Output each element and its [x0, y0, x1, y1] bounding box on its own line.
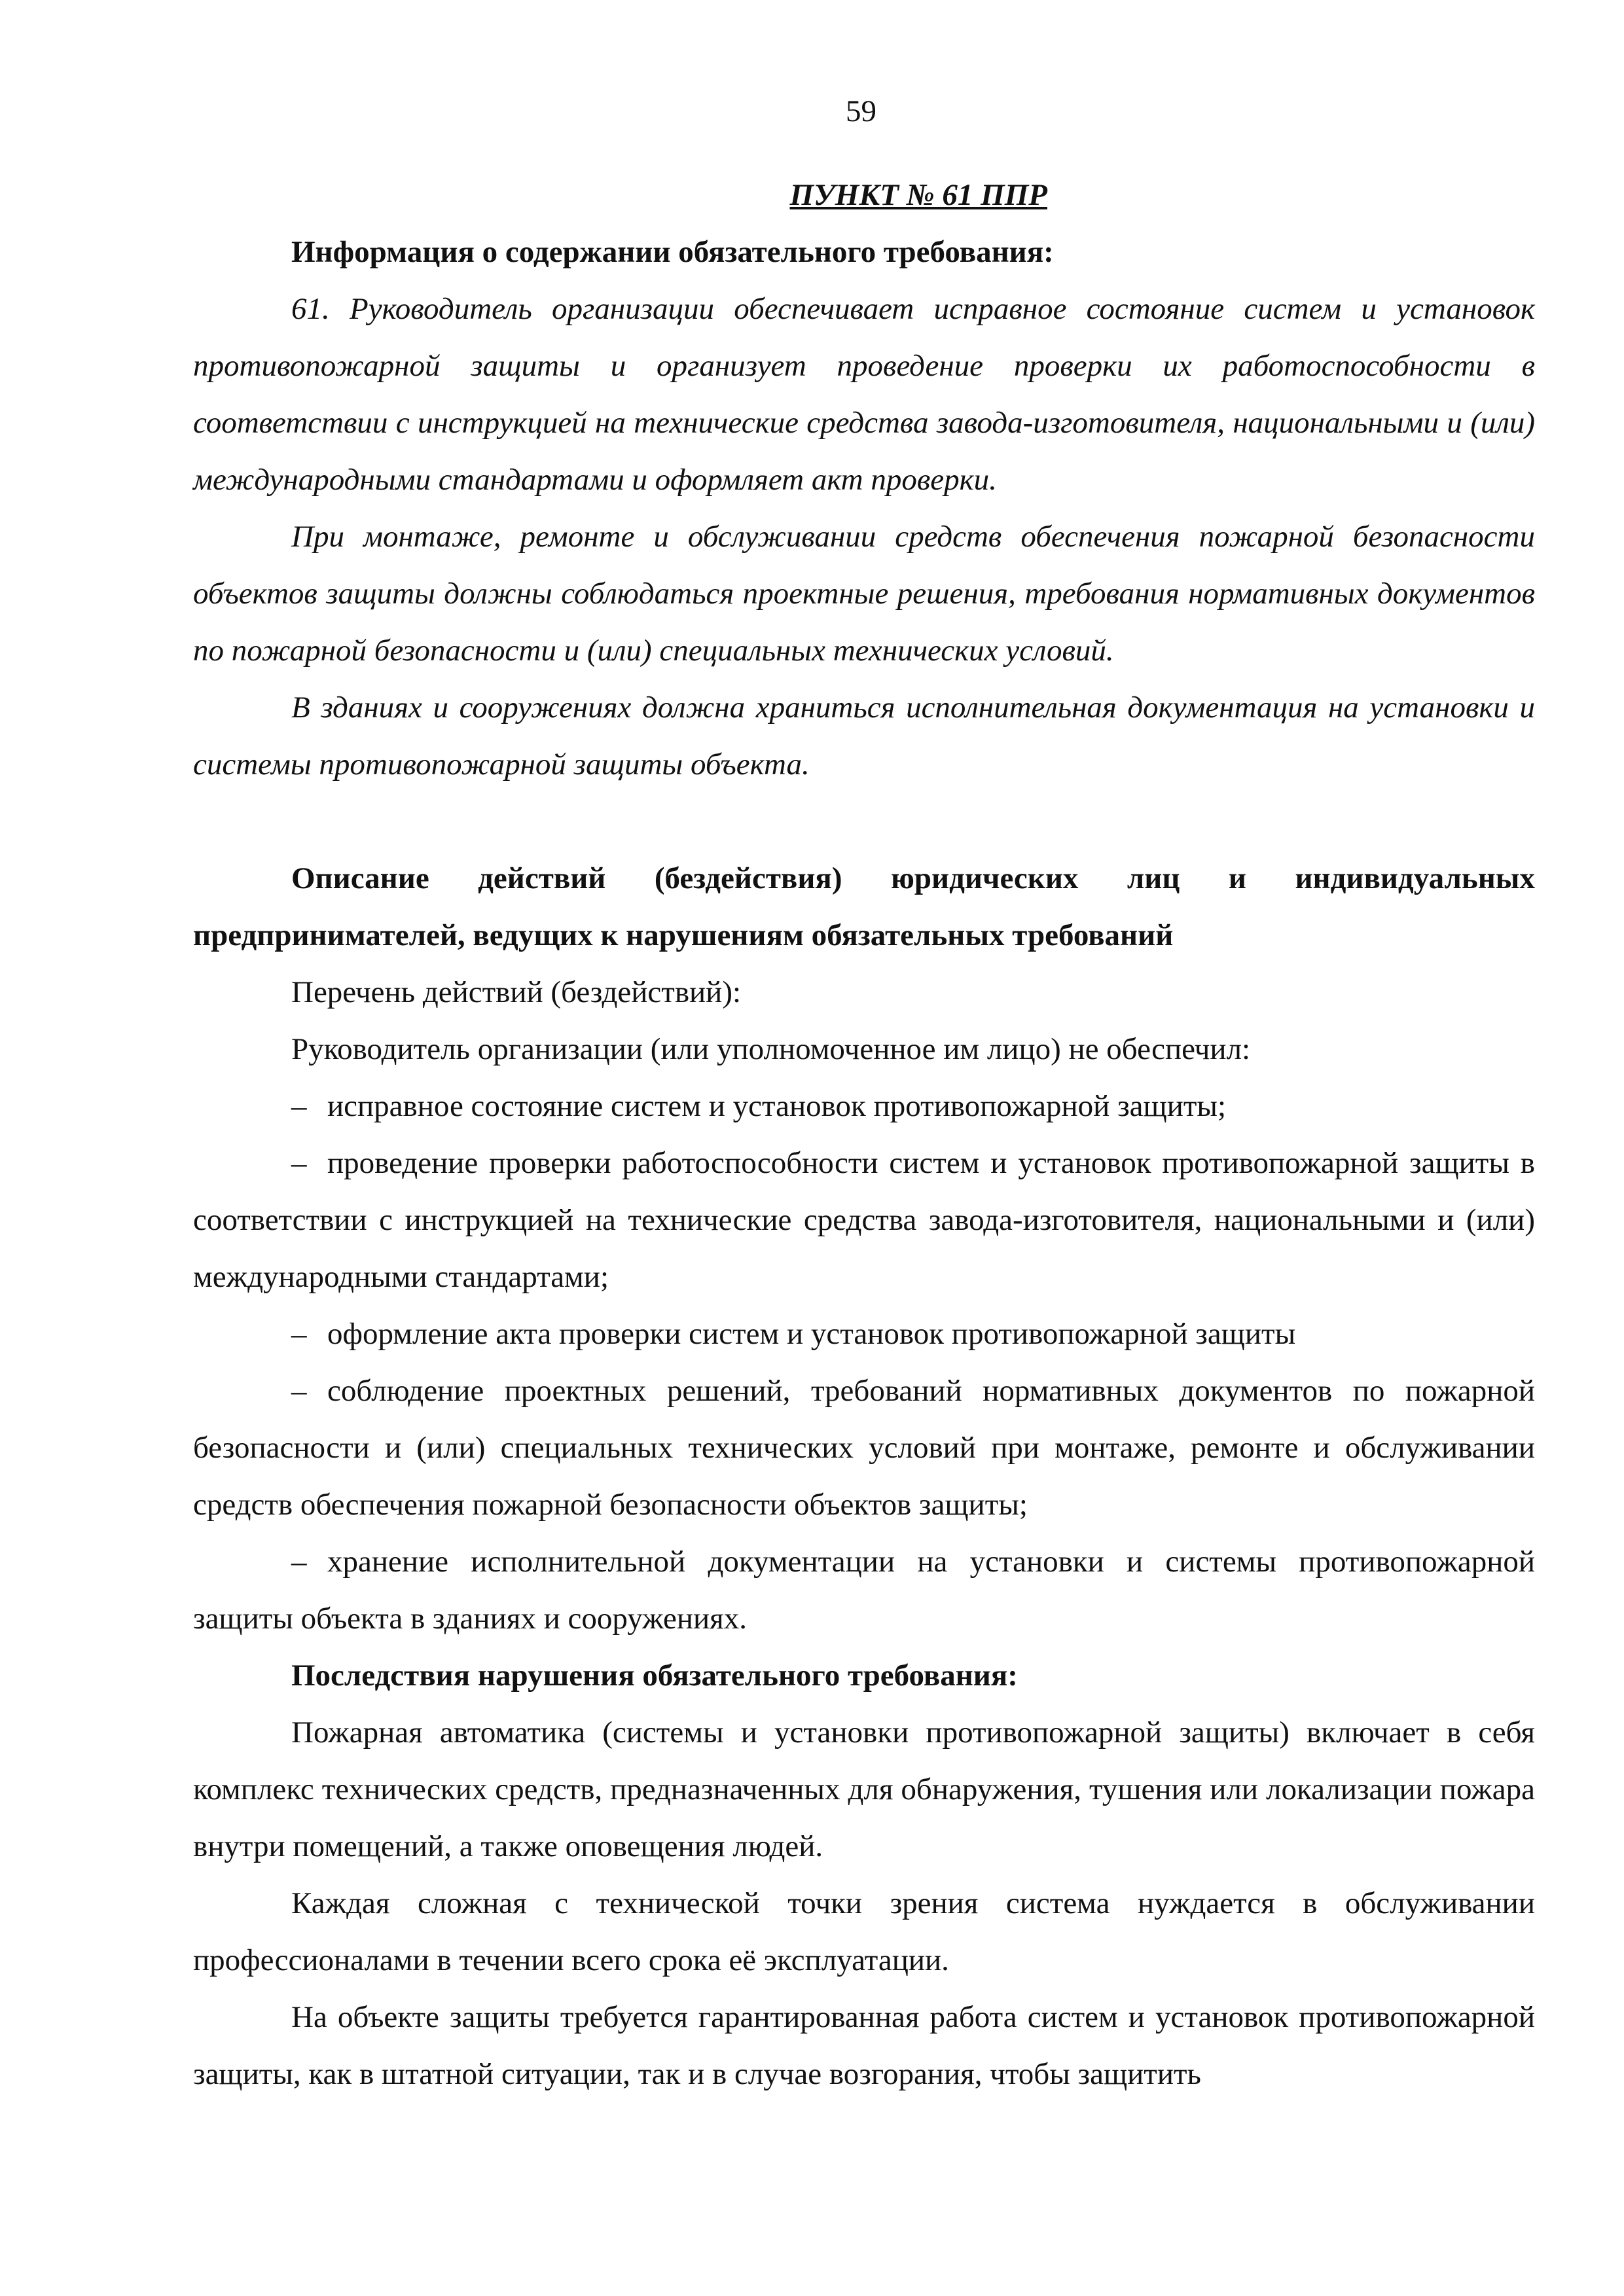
actions-intro: Руководитель организации (или уполномоченное им лицо) не обеспечил: [291, 1032, 1251, 1066]
list-item [193, 1078, 1535, 1135]
list-item [193, 1135, 1535, 1306]
list-item-text: проведение проверки работоспособности систем и установок противопожарной защиты в соответствии с инструкцией на технические средства завода-изготовителя, национальными и (или) международными стандартами; [193, 1146, 1535, 1294]
list-item-text: хранение исполнительной документации на установки и системы противопожарной защиты объекта в зданиях и сооружениях. [193, 1545, 1535, 1636]
page-number: 59 [846, 94, 876, 128]
consequences-paragraph: На объекте защиты требуется гарантированная работа систем и установок противопожарной защиты, как в штатной ситуации, так и в случае возгорания, чтобы защитить [193, 2000, 1535, 2091]
requirement-paragraph: 61. Руководитель организации обеспечивает исправное состояние систем и установок противопожарной защиты и организует проведение проверки их работоспособности в соответствии с инструкцией на технические средства завода-изготовителя, национальными и (или) международными стандартами и оформляет акт проверки. [193, 292, 1535, 497]
actions-list-title: Перечень действий (бездействий): [291, 975, 742, 1009]
list-item [193, 1534, 1535, 1647]
dash-marker: – [291, 1089, 307, 1123]
list-item-text: исправное состояние систем и установок противопожарной защиты; [327, 1089, 1227, 1123]
list-item [193, 1306, 1535, 1363]
dash-marker: – [291, 1146, 307, 1180]
list-item-text: соблюдение проектных решений, требований нормативных документов по пожарной безопасности и (или) специальных технических условий при монтаже, ремонте и обслуживании средств обеспечения пожарной безопасности объектов защиты; [193, 1374, 1535, 1522]
requirement-paragraph: При монтаже, ремонте и обслуживании средств обеспечения пожарной безопасности объектов защиты должны соблюдаться проектные решения, требования нормативных документов по пожарной безопасности и (или) специальных технических условий. [193, 520, 1535, 668]
list-item-text: оформление акта проверки систем и установок противопожарной защиты [327, 1317, 1296, 1351]
list-item [193, 1363, 1535, 1534]
consequences-paragraph: Каждая сложная с технической точки зрения система нуждается в обслуживании профессионалами в течении всего срока её эксплуатации. [193, 1886, 1535, 1977]
actions-heading: Описание действий (бездействия) юридических лиц и индивидуальных предпринимателей, ведущих к нарушениям обязательных требований [193, 861, 1535, 952]
dash-marker: – [291, 1545, 307, 1579]
consequences-heading: Последствия нарушения обязательного требования: [291, 1659, 1018, 1693]
page-content [193, 167, 1535, 2103]
blank-line [193, 793, 1535, 850]
dash-marker: – [291, 1317, 307, 1351]
info-heading: Информация о содержании обязательного требования: [291, 235, 1054, 269]
section-title: ПУНКТ № 61 ППР [789, 178, 1047, 212]
consequences-paragraph: Пожарная автоматика (системы и установки противопожарной защиты) включает в себя комплекс технических средств, предназначенных для обнаружения, тушения или локализации пожара внутри помещений, а также оповещения людей. [193, 1715, 1535, 1863]
dash-marker: – [291, 1374, 307, 1408]
requirement-paragraph: В зданиях и сооружениях должна храниться исполнительная документация на установки и системы противопожарной защиты объекта. [193, 691, 1535, 781]
